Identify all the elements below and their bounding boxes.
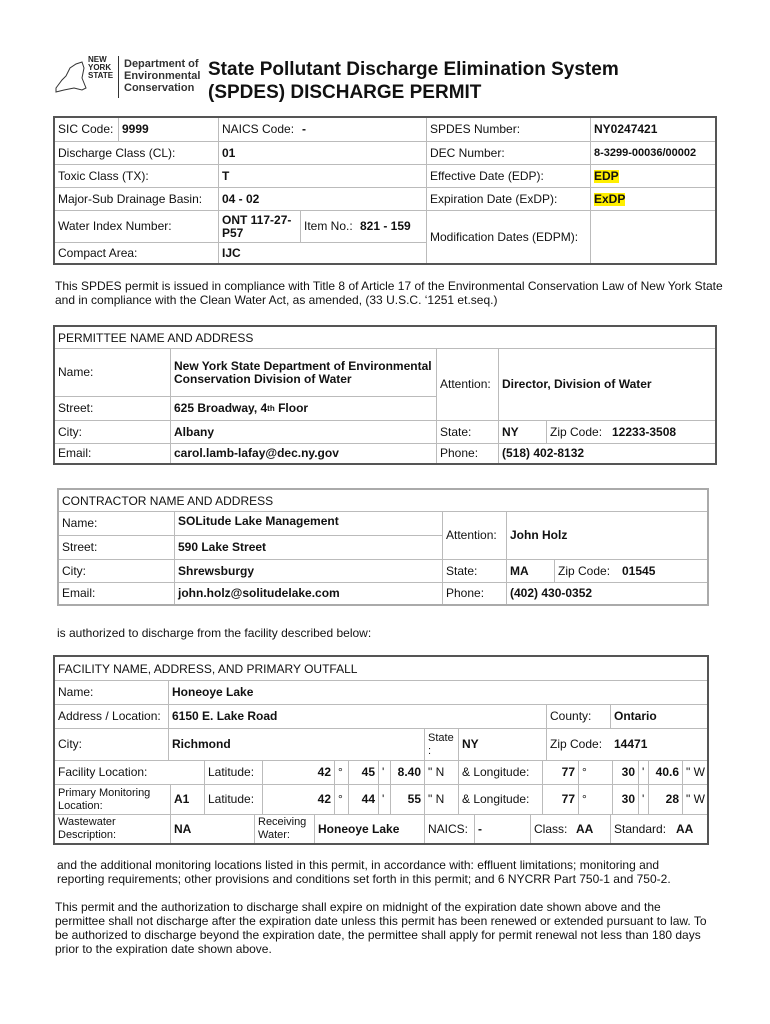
document-header: [52, 54, 752, 112]
facility-county-value: Ontario: [611, 705, 707, 729]
permittee-attention-label: Attention:: [437, 349, 499, 421]
facility-state-value: NY: [459, 729, 547, 761]
facility-lat-sec: 8.40: [391, 761, 425, 785]
facility-lon-min-sym: ': [639, 761, 649, 785]
effective-date-cell: [591, 165, 715, 188]
permittee-phone-value: (518) 402-8132: [502, 446, 585, 460]
expiration-date-label: Expiration Date (ExDP):: [427, 188, 591, 211]
monitoring-location-value: A1: [171, 785, 205, 815]
facility-standard-value: AA: [676, 821, 694, 836]
permittee-phone-label: Phone:: [437, 444, 499, 463]
facility-lon-hemi: " W: [683, 761, 707, 785]
ny-state-outline-icon: [52, 58, 88, 98]
contractor-city-value: Shrewsburgy: [175, 560, 443, 583]
permittee-name-value: New York State Department of Environmental Conservation Division of Water: [171, 349, 437, 397]
monitoring-lon-sec: 28: [649, 785, 683, 815]
permittee-heading: PERMITTEE NAME AND ADDRESS: [55, 327, 715, 349]
permittee-state-value: NY: [499, 421, 547, 444]
contractor-name-label: Name:: [59, 512, 175, 536]
monitoring-lat-hemi: " N: [425, 785, 459, 815]
sic-value: 9999: [119, 118, 219, 142]
toxic-class-value: T: [219, 165, 427, 188]
water-index-label: Water Index Number:: [55, 211, 219, 243]
permit-title: State Pollutant Discharge Elimination System (SPDES) DISCHARGE PERMIT: [208, 59, 619, 103]
permittee-street-suffix: Floor: [274, 401, 309, 415]
monitoring-lat-deg: 42: [263, 785, 335, 815]
receiving-water-label: Receiving Water:: [255, 815, 315, 843]
modification-dates-label: Modification Dates (EDPM):: [427, 211, 591, 263]
effective-date-label: Effective Date (EDP):: [427, 165, 591, 188]
permittee-state-label: State:: [437, 421, 499, 444]
facility-lat-deg: 42: [263, 761, 335, 785]
contractor-street-value: 590 Lake Street: [175, 536, 443, 560]
facility-naics-value: -: [475, 815, 531, 843]
facility-state-label: State :: [425, 729, 459, 761]
facility-class-value: AA: [573, 815, 611, 843]
dec-number-value: 8-3299-00036/00002: [591, 142, 715, 165]
modification-dates-value: [591, 211, 715, 263]
compact-area-label: Compact Area:: [55, 243, 219, 263]
facility-city-value: Richmond: [169, 729, 425, 761]
permittee-table: [53, 325, 717, 465]
monitoring-lon-min-sym: ': [639, 785, 649, 815]
facility-standard-label: Standard:: [614, 821, 667, 836]
contractor-zip-value: 01545: [619, 560, 707, 583]
permittee-email-label: Email:: [55, 444, 171, 463]
contractor-email-value: john.holz@solitudelake.com: [175, 583, 443, 604]
drainage-basin-label: Major-Sub Drainage Basin:: [55, 188, 219, 211]
contractor-state-value: MA: [507, 560, 555, 583]
facility-lat-deg-sym: °: [335, 761, 349, 785]
facility-table: [53, 655, 709, 845]
compact-area-value: IJC: [219, 243, 427, 263]
facility-lat-hemi: " N: [425, 761, 459, 785]
monitoring-lon-deg: 77: [543, 785, 579, 815]
expiration-date-cell: [591, 188, 715, 211]
receiving-water-value: Honeoye Lake: [315, 815, 425, 843]
effective-date-value: EDP: [594, 168, 619, 183]
item-number-value: 821 - 159: [357, 211, 427, 243]
facility-address-label: Address / Location:: [55, 705, 169, 729]
monitoring-lat-min: 44: [349, 785, 379, 815]
spdes-number-label: SPDES Number:: [427, 118, 591, 142]
facility-lon-deg: 77: [543, 761, 579, 785]
facility-class-label: Class:: [534, 821, 568, 836]
permittee-city-value: Albany: [171, 421, 437, 444]
contractor-table: [57, 488, 709, 606]
monitoring-lat-deg-sym: °: [335, 785, 349, 815]
facility-county-label: County:: [547, 705, 611, 729]
facility-name-label: Name:: [55, 681, 169, 705]
permittee-email-value: carol.lamb-lafay@dec.ny.gov: [171, 444, 437, 463]
logo-department-text: Department of Environmental Conservation: [124, 58, 201, 94]
monitoring-longitude-label: & Longitude:: [459, 785, 543, 815]
expiration-date-value: ExDP: [594, 191, 626, 206]
wastewater-label: Wastewater Description:: [55, 815, 171, 843]
water-index-value: ONT 117-27-P57: [219, 211, 301, 243]
facility-lon-deg-sym: °: [579, 761, 613, 785]
monitoring-lat-min-sym: ': [379, 785, 391, 815]
facility-lat-min-sym: ': [379, 761, 391, 785]
facility-location-label: Facility Location:: [55, 761, 205, 785]
contractor-heading: CONTRACTOR NAME AND ADDRESS: [59, 490, 707, 512]
permittee-attention-value: Director, Division of Water: [499, 349, 715, 421]
monitoring-lon-min: 30: [613, 785, 639, 815]
permittee-street-cell: [171, 397, 437, 421]
drainage-basin-value: 04 - 02: [219, 188, 427, 211]
facility-lat-min: 45: [349, 761, 379, 785]
monitoring-lon-deg-sym: °: [579, 785, 613, 815]
contractor-email-label: Email:: [59, 583, 175, 604]
facility-heading: FACILITY NAME, ADDRESS, AND PRIMARY OUTFALL: [55, 657, 707, 681]
facility-lon-min: 30: [613, 761, 639, 785]
monitoring-lon-hemi: " W: [683, 785, 707, 815]
permit-info-table: [53, 116, 717, 265]
item-number-label: Item No.:: [301, 211, 357, 243]
facility-city-label: City:: [55, 729, 169, 761]
permittee-zip-value: 12233-3508: [609, 421, 715, 444]
facility-address-value: 6150 E. Lake Road: [169, 705, 547, 729]
toxic-class-label: Toxic Class (TX):: [55, 165, 219, 188]
facility-lon-sec: 40.6: [649, 761, 683, 785]
facility-zip-value: 14471: [611, 729, 707, 761]
sic-label: SIC Code:: [55, 118, 119, 142]
facility-naics-label: NAICS:: [425, 815, 475, 843]
contractor-phone-label: Phone:: [443, 583, 507, 604]
authorization-statement: is authorized to discharge from the facility described below:: [57, 626, 372, 640]
discharge-class-label: Discharge Class (CL):: [55, 142, 219, 165]
facility-zip-label: Zip Code:: [547, 729, 611, 761]
permittee-city-label: City:: [55, 421, 171, 444]
discharge-class-value: 01: [219, 142, 427, 165]
naics-value: -: [299, 118, 427, 142]
contractor-zip-label: Zip Code:: [555, 560, 619, 583]
monitoring-lat-sec: 55: [391, 785, 425, 815]
permittee-zip-label: Zip Code:: [547, 421, 609, 444]
wastewater-value: NA: [171, 815, 255, 843]
permittee-street-value: 625 Broadway, 4: [174, 401, 268, 415]
spdes-number-value: NY0247421: [591, 118, 715, 142]
nysdec-logo: [52, 54, 202, 104]
contractor-city-label: City:: [59, 560, 175, 583]
contractor-attention-value: John Holz: [507, 512, 707, 560]
contractor-name-value: SOLitude Lake Management: [175, 512, 443, 536]
contractor-street-label: Street:: [59, 536, 175, 560]
monitoring-conditions-text: and the additional monitoring locations listed in this permit, in accordance with: effluent limitations; monitoring and reporting requirements; other provisions and conditions set forth in this permit; and 6 NYCRR Part 750-1 and 750-2.: [57, 858, 671, 886]
compliance-statement: This SPDES permit is issued in compliance with Title 8 of Article 17 of the Environmental Conservation Law of New York State and in compliance with the Clean Water Act, as amended, (33 U.S.C. ‘1251 et.seq.): [55, 279, 723, 307]
logo-ny-text: NEW YORK STATE: [88, 55, 114, 80]
permittee-street-sup: th: [267, 404, 275, 413]
logo-divider: [118, 56, 119, 98]
facility-name-value: Honeoye Lake: [169, 681, 707, 705]
facility-longitude-label: & Longitude:: [459, 761, 543, 785]
contractor-phone-value: (402) 430-0352: [510, 586, 593, 600]
monitoring-location-label: Primary Monitoring Location:: [55, 785, 171, 815]
monitoring-latitude-label: Latitude:: [205, 785, 263, 815]
permittee-street-label: Street:: [55, 397, 171, 421]
contractor-state-label: State:: [443, 560, 507, 583]
expiration-conditions-text: This permit and the authorization to discharge shall expire on midnight of the expiration date shown above and the permittee shall not discharge after the expiration date unless this permit has been renewed or extended pursuant to law. To be authorized to discharge beyond the expiration date, the permittee shall apply for permit renewal not less than 180 days prior to the expiration date shown above.: [55, 900, 707, 956]
facility-latitude-label: Latitude:: [205, 761, 263, 785]
naics-label: NAICS Code:: [219, 118, 299, 142]
permittee-name-label: Name:: [55, 349, 171, 397]
dec-number-label: DEC Number:: [427, 142, 591, 165]
contractor-attention-label: Attention:: [443, 512, 507, 560]
